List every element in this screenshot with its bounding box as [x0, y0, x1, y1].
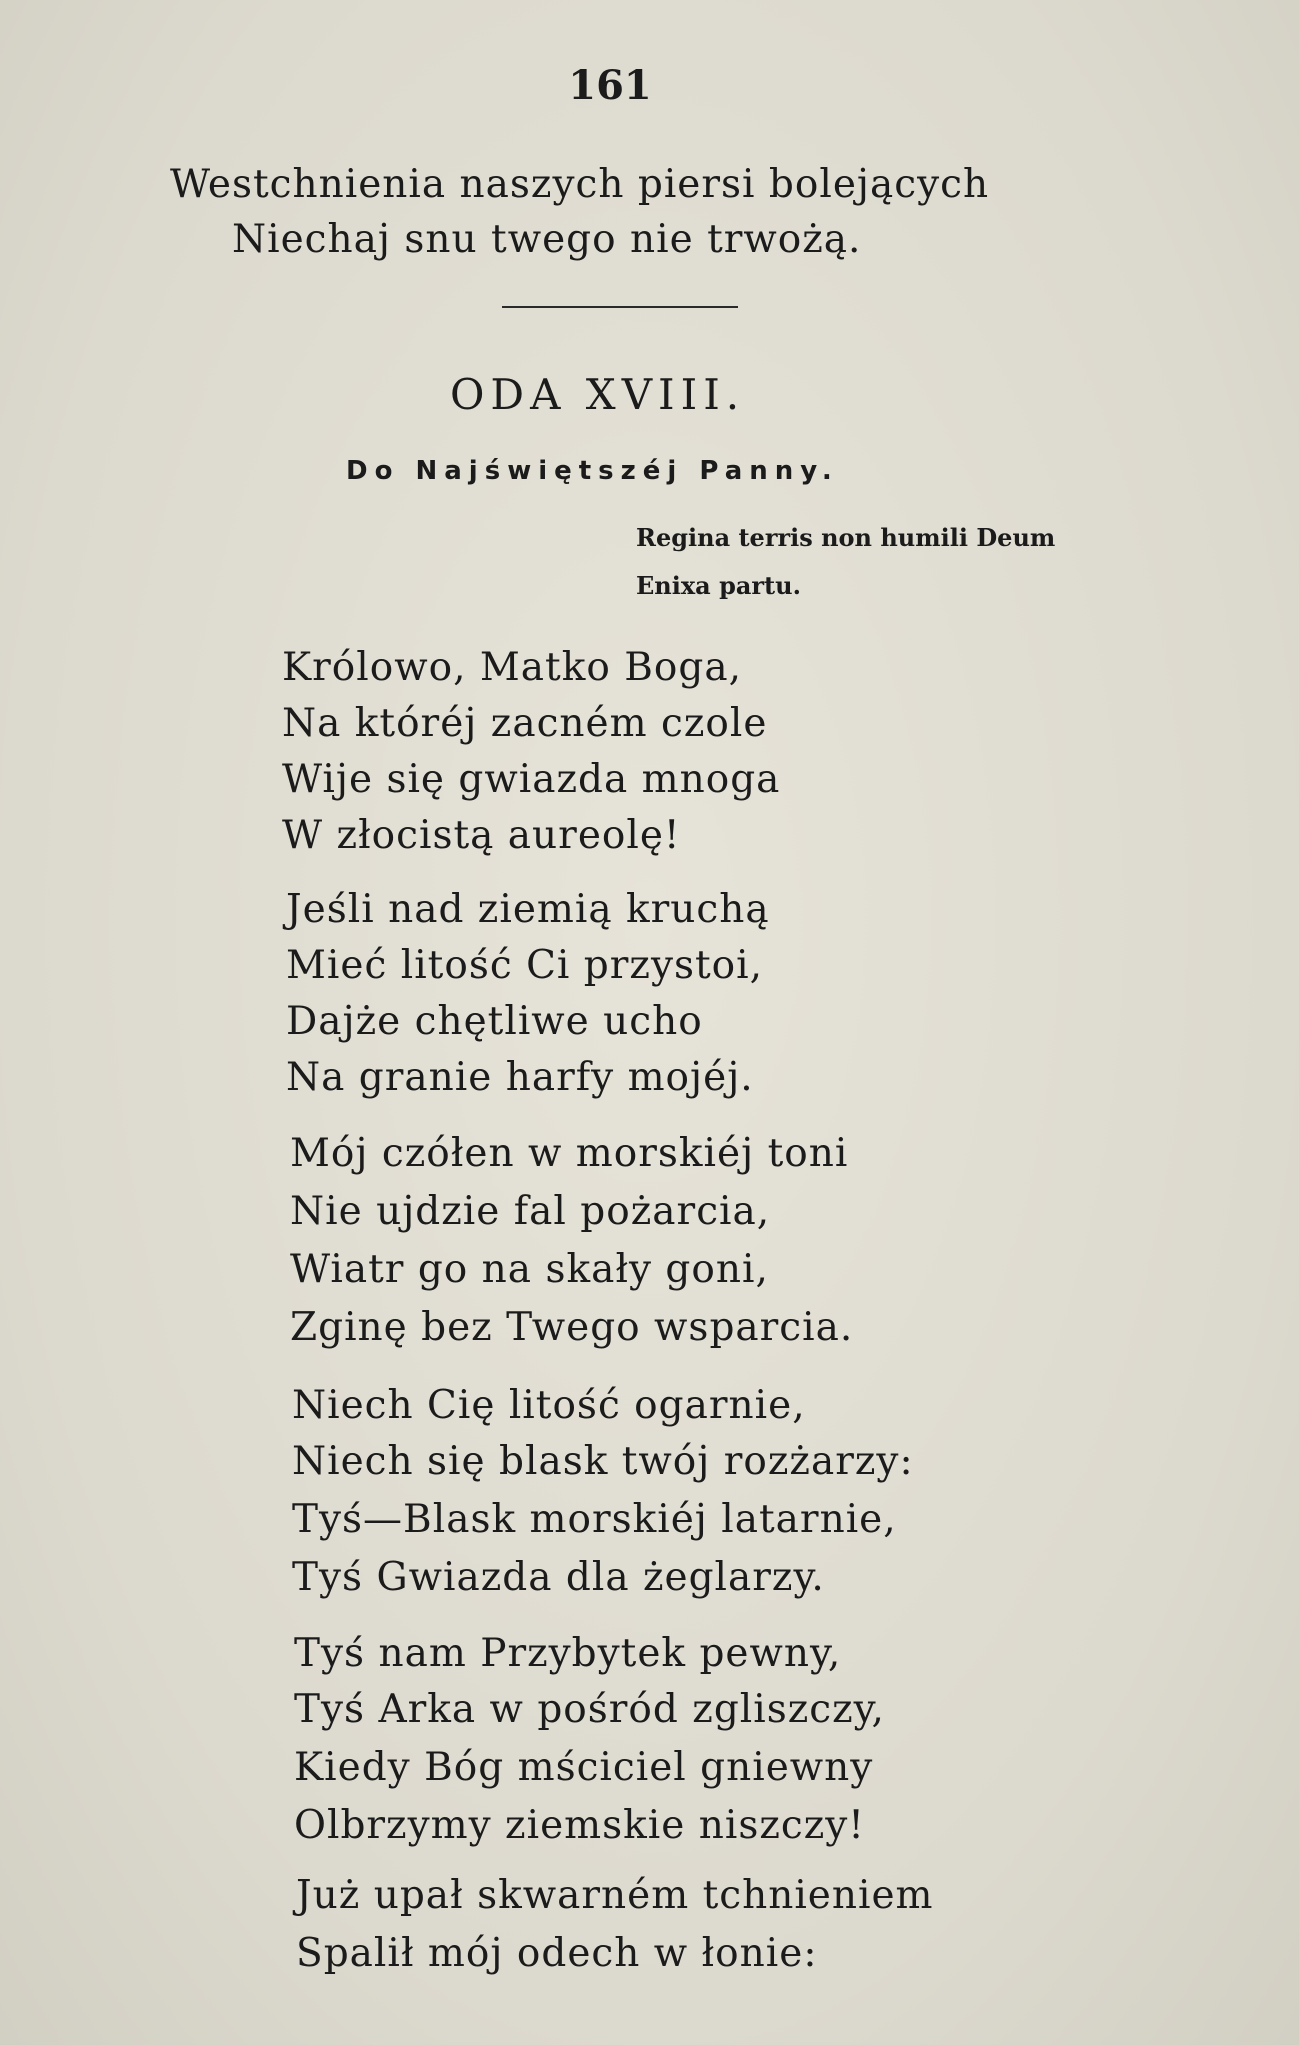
section-divider — [502, 306, 738, 308]
stanza-2-line-1: Jeśli nad ziemią kruchą — [286, 887, 770, 932]
stanza-4-line-4: Tyś Gwiazda dla żeglarzy. — [292, 1555, 825, 1600]
stanza-4-line-2: Niech się blask twój rozżarzy: — [292, 1439, 914, 1484]
stanza-5-line-1: Tyś nam Przybytek pewny, — [294, 1631, 842, 1676]
intro-line-1: Westchnienia naszych piersi bolejących — [170, 162, 990, 207]
stanza-6-line-1: Już upał skwarném tchnieniem — [296, 1873, 934, 1918]
stanza-3-line-1: Mój czółen w morskiéj toni — [290, 1131, 849, 1176]
epigraph-line-2: Enixa partu. — [636, 571, 801, 600]
stanza-3-line-4: Zginę bez Twego wsparcia. — [290, 1305, 854, 1350]
stanza-5-line-3: Kiedy Bóg mściciel gniewny — [294, 1745, 874, 1790]
intro-line-2: Niechaj snu twego nie trwożą. — [232, 217, 862, 262]
stanza-1-line-1: Królowo, Matko Boga, — [282, 645, 742, 690]
stanza-4-line-3: Tyś—Blask morskiéj latarnie, — [292, 1497, 897, 1542]
stanza-3-line-2: Nie ujdzie fal pożarcia, — [290, 1189, 771, 1234]
stanza-2-line-4: Na granie harfy mojéj. — [286, 1055, 754, 1100]
stanza-3-line-3: Wiatr go na skały goni, — [290, 1247, 769, 1292]
stanza-2-line-3: Dajże chętliwe ucho — [286, 999, 703, 1044]
dedication: Do Najświętszéj Panny. — [346, 456, 839, 486]
stanza-5-line-4: Olbrzymy ziemskie niszczy! — [294, 1803, 865, 1848]
page-number: 161 — [568, 62, 652, 109]
epigraph-line-1: Regina terris non humili Deum — [636, 523, 1056, 552]
stanza-1-line-4: W złocistą aureolę! — [282, 813, 681, 858]
ode-title: ODA XVIII. — [450, 370, 746, 419]
stanza-2-line-2: Mieć litość Ci przystoi, — [286, 943, 764, 988]
stanza-6-line-2: Spalił mój odech w łonie: — [296, 1931, 818, 1976]
stanza-5-line-2: Tyś Arka w pośród zgliszczy, — [294, 1687, 885, 1732]
stanza-4-line-1: Niech Cię litość ogarnie, — [292, 1383, 806, 1428]
stanza-1-line-3: Wije się gwiazda mnoga — [282, 757, 781, 802]
stanza-1-line-2: Na któréj zacném czole — [282, 701, 768, 746]
